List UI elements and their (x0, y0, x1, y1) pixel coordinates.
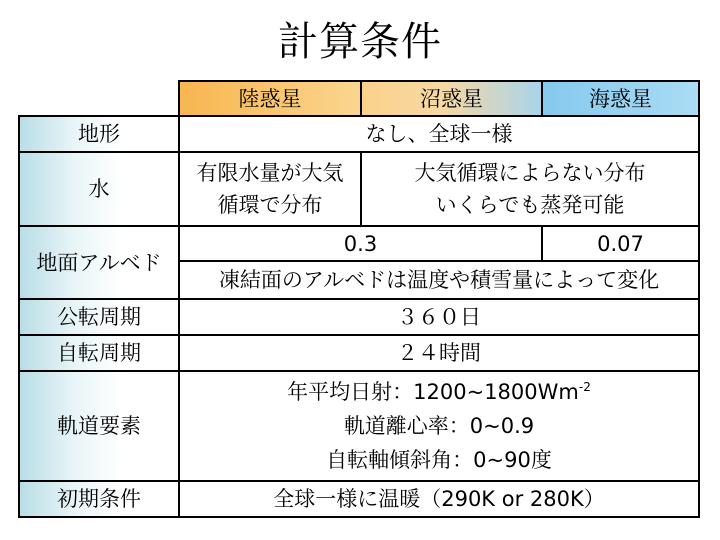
water-other-line2: いくらでも蒸発可能 (435, 193, 625, 217)
terrain-value: なし、全球一様 (179, 116, 699, 152)
orbit-value (179, 371, 699, 481)
albedo-ocean-value: 0.07 (542, 226, 699, 261)
column-header-ocean-planet: 海惑星 (542, 81, 699, 116)
revolution-value: ３６０日 (179, 299, 699, 335)
row-orbit (19, 371, 699, 481)
water-land-line1: 有限水量が大気 (196, 161, 344, 185)
corner-cell (19, 81, 179, 116)
row-initial (19, 481, 699, 517)
row-albedo-values (19, 226, 699, 261)
water-land-value (179, 152, 361, 226)
row-label-water: 水 (19, 152, 179, 226)
water-land-line2: 循環で分布 (217, 193, 323, 217)
column-header-swamp-planet: 沼惑星 (361, 81, 542, 116)
row-rotation (19, 335, 699, 371)
orbit-insolation-exponent: -2 (578, 380, 591, 394)
row-revolution (19, 299, 699, 335)
row-label-rotation: 自転周期 (19, 335, 179, 371)
orbit-eccentricity: 軌道離心率：0~0.9 (343, 414, 535, 438)
rotation-value: ２４時間 (179, 335, 699, 371)
column-header-land-planet: 陸惑星 (179, 81, 361, 116)
water-swamp-ocean-value (361, 152, 699, 226)
row-label-revolution: 公転周期 (19, 299, 179, 335)
conditions-table (18, 80, 700, 518)
albedo-note: 凍結面のアルベドは温度や積雪量によって変化 (179, 261, 699, 299)
page-title: 計算条件 (278, 19, 442, 65)
row-water (19, 152, 699, 226)
row-label-initial: 初期条件 (19, 481, 179, 517)
albedo-land-swamp-value: 0.3 (179, 226, 542, 261)
orbit-obliquity: 自転軸傾斜角：0~90度 (326, 448, 552, 472)
water-other-line1: 大気循環によらない分布 (414, 161, 646, 185)
row-label-albedo: 地面アルベド (19, 226, 179, 299)
row-terrain (19, 116, 699, 152)
orbit-insolation-text: 年平均日射：1200~1800Wm (287, 380, 579, 404)
row-label-orbit: 軌道要素 (19, 371, 179, 481)
initial-value: 全球一様に温暖（290K or 280K） (179, 481, 699, 517)
orbit-insolation (182, 375, 696, 409)
row-label-terrain: 地形 (19, 116, 179, 152)
header-row (19, 81, 699, 116)
